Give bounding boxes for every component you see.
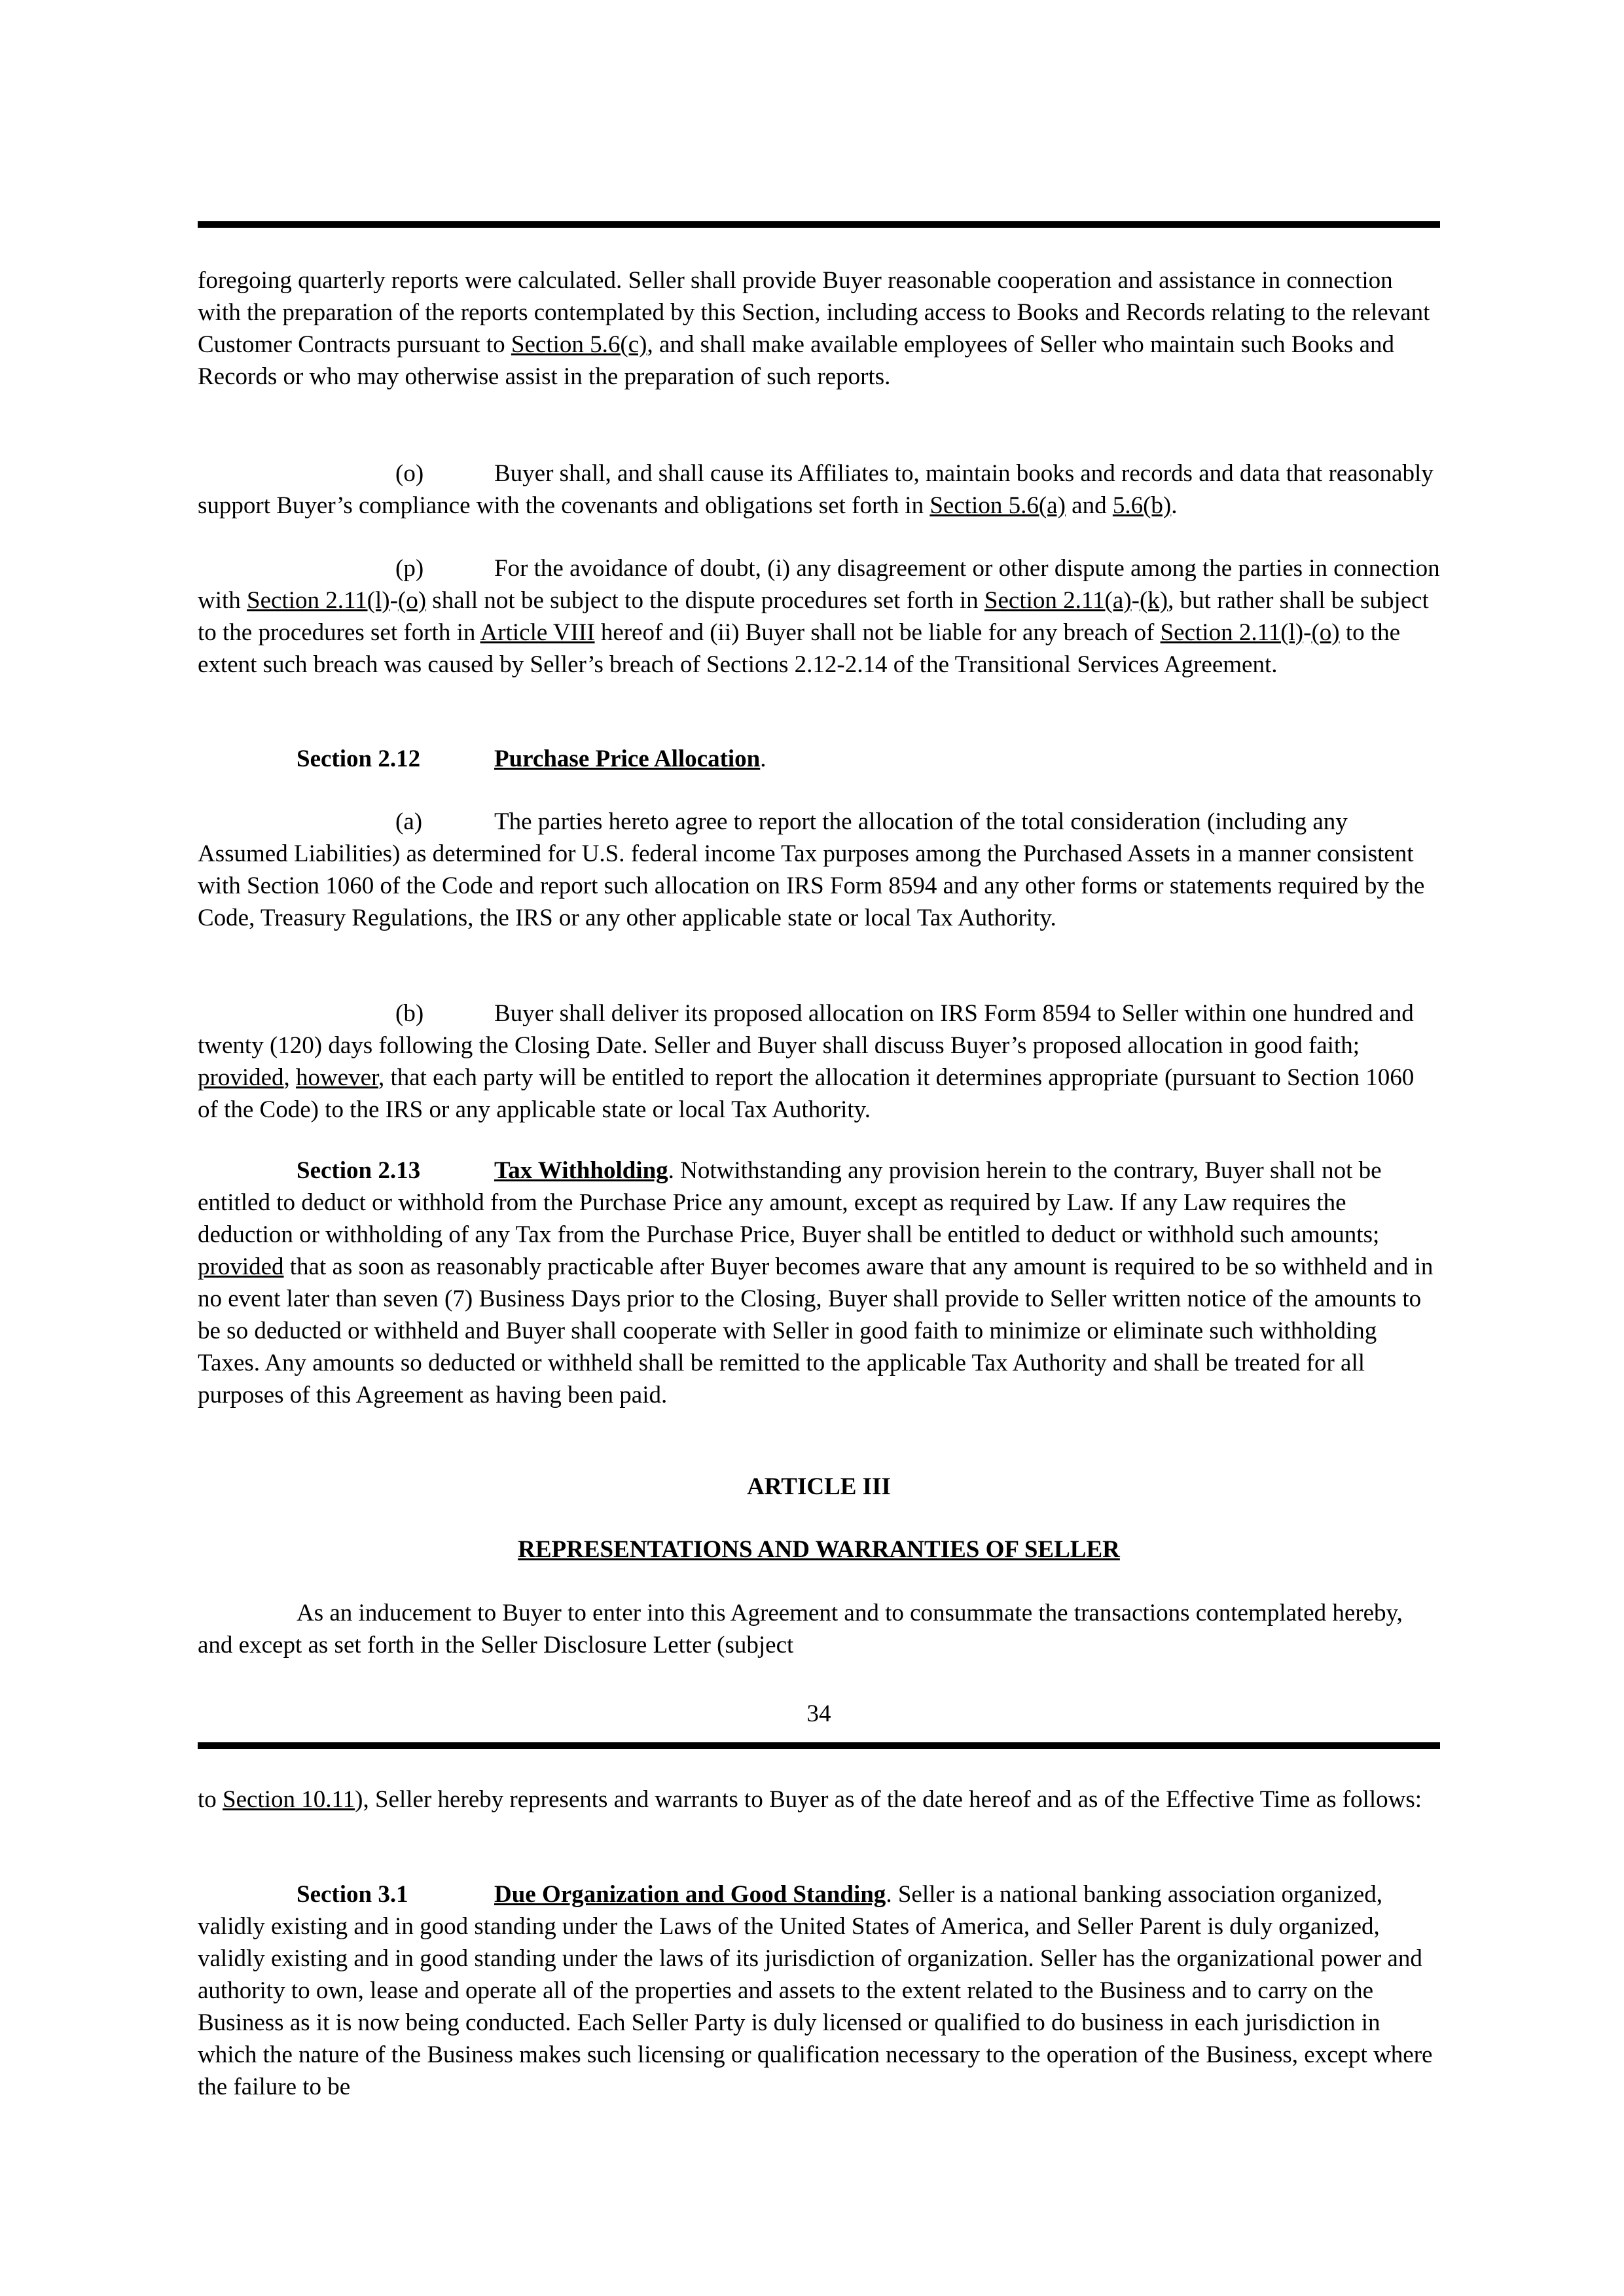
text-run: hereof and (ii) Buyer shall not be liable for any breach of [594,619,1161,646]
text-run: to the extent such breach was caused by Seller’s breach of Sections 2.12-2.14 of the Transitional Services Agreement. [198,619,1401,678]
section-title: Due Organization and Good Standing [494,1881,886,1908]
text-run: The parties hereto agree to report the allocation of the total consideration (including any Assumed Liabilities) as determined for U.S. federal income Tax purposes among the Purchased Assets in a manner consistent with Section 1060 of the Code and report such allocation on IRS Form 8594 and any other forms or statements required by the Code, Treasury Regulations, the IRS or any other applicable state or local Tax Authority. [198,808,1425,931]
proviso-term: however [296,1064,378,1091]
text-run: and [1065,492,1113,519]
page-top-rule [198,221,1440,228]
cross-reference-link[interactable]: Section 2.11(l) [247,587,390,614]
cross-reference-link[interactable]: (o) [397,587,427,614]
cross-reference-link[interactable]: Section 2.11(a) [984,587,1132,614]
text-run: shall not be subject to the dispute procedures set forth in [426,587,984,614]
text-run: . [760,745,767,772]
section-number: Section 2.12 [297,745,421,772]
page-number: 34 [806,1700,831,1727]
text-run: that as soon as reasonably practicable after Buyer becomes aware that any amount is required to be so withheld and in no event later than seven (7) Business Days prior to the Closing, Buyer shall provide to Seller written notice of the amounts to be so deducted or withheld and Buyer shall cooperate with Seller in good faith to minimize or eliminate such withholding Taxes. Any amounts so deducted or withheld shall be remitted to the applicable Tax Authority and shall be treated for all purposes of this Agreement as having been paid. [198,1253,1434,1408]
page2-continuation [198,1784,1440,1816]
section-3-1 [198,1878,1440,2103]
text-run: As an inducement to Buyer to enter into this Agreement and to consummate the transactions contemplated hereby, and except as set forth in the Seller Disclosure Letter (subject [198,1600,1403,1659]
cross-reference-link[interactable]: (o) [1311,619,1340,646]
text-run: . Notwithstanding any provision herein to the contrary, Buyer shall not be entitled to deduct or withhold from the Purchase Price any amount, except as required by Law. If any Law requires the deduction or withholding of any Tax from the Purchase Price, Buyer shall be entitled to deduct or withhold such amounts; [198,1157,1382,1248]
section-2-13 [198,1155,1440,1411]
cross-reference-link[interactable]: Section 2.11(l) [1160,619,1304,646]
cross-reference-link[interactable]: Section 10.11 [223,1786,355,1813]
paragraph-label: (b) [395,1000,424,1027]
text-run: - [1131,587,1140,614]
cross-reference-link[interactable]: Section 5.6(a) [929,492,1066,519]
paragraph-label: (a) [395,808,423,835]
cross-reference-link[interactable]: 5.6(b) [1112,492,1172,519]
text-run: Buyer shall deliver its proposed allocation on IRS Form 8594 to Seller within one hundred and twenty (120) days following the Closing Date. Seller and Buyer shall discuss Buyer’s proposed allocation in good faith; [198,1000,1414,1059]
page-break-rule [198,1742,1440,1749]
cross-reference-link[interactable]: Article VIII [480,619,595,646]
text-run: to [198,1786,223,1813]
section-title: Tax Withholding [494,1157,668,1184]
text-run: - [389,587,398,614]
paragraph-p [198,552,1440,681]
continuation-paragraph [198,264,1440,393]
text-run: , that each party will be entitled to report the allocation it determines appropriate (pursuant to Section 1060 of the Code) to the IRS or any applicable state or local Tax Authority. [198,1064,1415,1123]
paragraph-label: (o) [395,460,424,487]
text-run: For the avoidance of doubt, (i) any disagreement or other dispute among the parties in connection with [198,555,1440,614]
article-intro-paragraph [198,1597,1440,1661]
article-title [198,1534,1440,1566]
text-run: . Seller is a national banking association organized, validly existing and in good standing under the Laws of the United States of America, and Seller Parent is duly organized, validly existing and in good standing under the laws of its jurisdiction of organization. Seller has the organizational power and authority to own, lease and operate all of the properties and assets to the extent related to the Business and to carry on the Business as it is now being conducted. Each Seller Party is duly licensed or qualified to do business in each jurisdiction in which the nature of the Business makes such licensing or qualification necessary to the operation of the Business, except where the failure to be [198,1881,1433,2100]
text-run: Buyer shall, and shall cause its Affiliates to, maintain books and records and data that reasonably support Buyer’s compliance with the covenants and obligations set forth in [198,460,1434,519]
section-title: Purchase Price Allocation [494,745,761,772]
cross-reference-link[interactable]: (k) [1139,587,1168,614]
proviso-term: provided [198,1064,284,1091]
paragraph-2-12-b [198,997,1440,1126]
paragraph-2-12-a [198,806,1440,934]
text-run: , and shall make available employees of Seller who maintain such Books and Records or who may otherwise assist in the preparation of such reports. [198,331,1394,390]
text-run: , but rather shall be subject to the procedures set forth in [198,587,1429,646]
section-number: Section 2.13 [297,1157,421,1184]
article-heading: ARTICLE III [747,1473,891,1500]
text-run: , [283,1064,297,1091]
text-run: . [1171,492,1178,519]
article-title-text: REPRESENTATIONS AND WARRANTIES OF SELLER [518,1536,1120,1563]
text-run: ), Seller hereby represents and warrants to Buyer as of the date hereof and as of the Effective Time as follows: [355,1786,1422,1813]
text-run: foregoing quarterly reports were calculated. Seller shall provide Buyer reasonable cooperation and assistance in connection with the preparation of the reports contemplated by this Section, including access to Books and Records relating to the relevant Customer Contracts pursuant to [198,267,1430,358]
paragraph-label: (p) [395,555,424,582]
cross-reference-link[interactable]: Section 5.6(c) [511,331,647,358]
text-run: - [1303,619,1312,646]
proviso-term: provided [198,1253,284,1280]
section-number: Section 3.1 [297,1881,408,1908]
paragraph-o [198,457,1440,522]
section-2-12-heading [198,743,1440,775]
